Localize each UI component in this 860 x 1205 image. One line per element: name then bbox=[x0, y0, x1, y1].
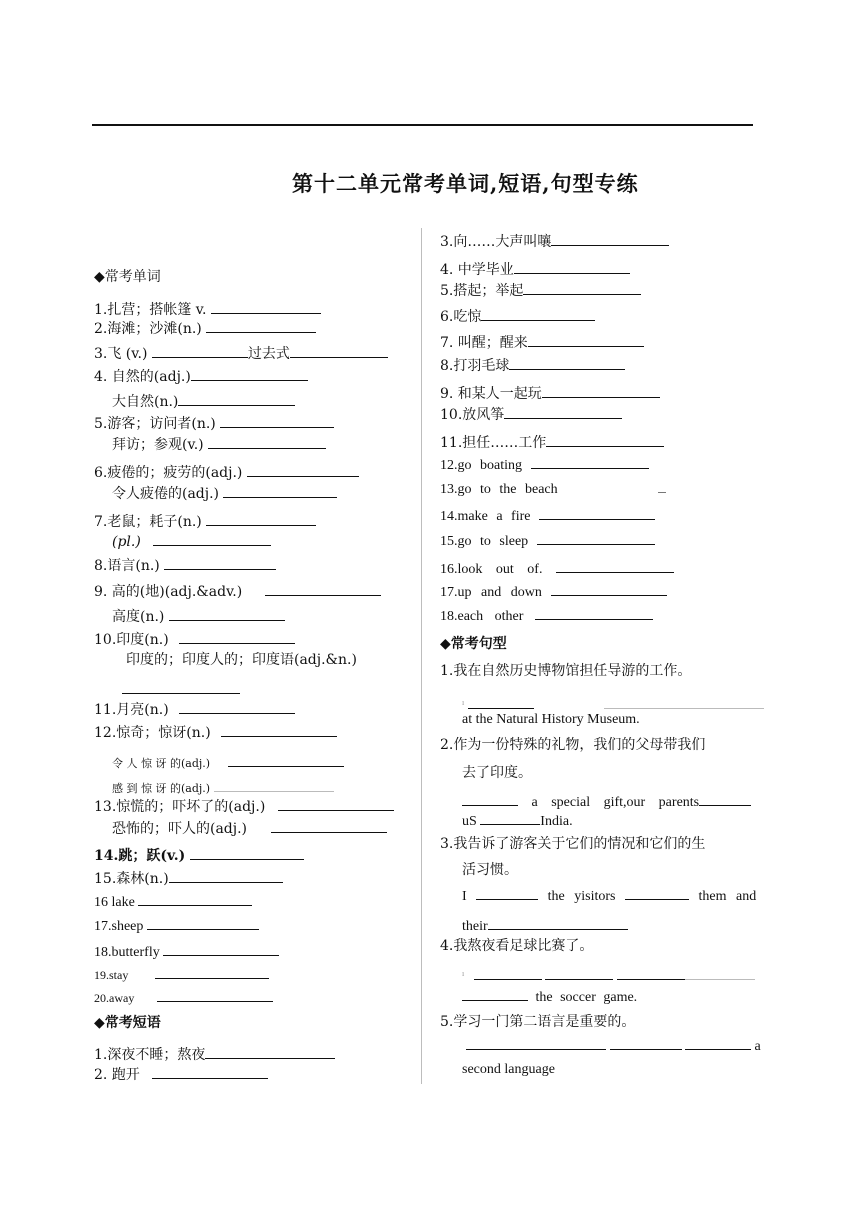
word-item: 大自然(n.) bbox=[112, 391, 295, 411]
word-item: 11.月亮(n.) bbox=[94, 699, 295, 719]
phrase-item: 9. 和某人一起玩 bbox=[440, 383, 660, 403]
sentence-en: a special gift,our parents bbox=[462, 791, 751, 812]
phrase-item: 8.打羽毛球 bbox=[440, 355, 625, 375]
sentence-zh: 5.学习一门第二语言是重要的。 bbox=[440, 1014, 636, 1030]
phrase-item: 4. 中学毕业 bbox=[440, 259, 630, 279]
sentence-en: I the yisitors them and bbox=[462, 885, 756, 906]
word-item: 8.语言(n.) bbox=[94, 555, 276, 575]
phrase-item: 10.放风筝 bbox=[440, 404, 622, 424]
sentence-en: uS India. bbox=[462, 810, 573, 831]
word-item: 印度的；印度人的；印度语(adj.&n.) bbox=[126, 652, 357, 668]
word-item bbox=[122, 679, 240, 699]
sentence-blanks: ı bbox=[462, 694, 764, 715]
sentence-en: at the Natural History Museum. bbox=[462, 712, 640, 727]
sentence-zh: 4.我熬夜看足球比赛了。 bbox=[440, 938, 594, 954]
phrase-item: 7. 叫醒；醒来 bbox=[440, 332, 644, 352]
phrase-item: 12.go boating bbox=[440, 454, 649, 475]
sentence-zh: 去了印度。 bbox=[462, 765, 532, 781]
word-item: 17.sheep bbox=[94, 915, 259, 936]
words-heading: ◆常考单词 bbox=[94, 269, 161, 285]
sentence-zh: 1.我在自然历史博物馆担任导游的工作。 bbox=[440, 663, 692, 679]
word-item: 令 人 惊 讶 的(adj.) bbox=[112, 752, 344, 773]
word-item: 12.惊奇；惊讶(n.) bbox=[94, 722, 337, 742]
phrase-item: 3.向……大声叫嚷 bbox=[440, 231, 669, 251]
word-item: 1.扎营；搭帐篷 v. bbox=[94, 299, 321, 319]
phrase-item: 18.each other bbox=[440, 605, 653, 626]
column-divider bbox=[421, 228, 422, 1084]
word-item: 3.飞 (v.) 过去式 bbox=[94, 343, 388, 363]
sentence-en: their bbox=[462, 915, 628, 936]
word-item: 9. 高的(地)(adj.&adv.) bbox=[94, 581, 381, 601]
top-rule bbox=[92, 124, 753, 126]
phrase-item: 11.担任……工作 bbox=[440, 432, 664, 452]
word-item: 20.away bbox=[94, 987, 273, 1007]
phrase-item: 13.go to the beach bbox=[440, 481, 666, 499]
phrase-item: 17.up and down bbox=[440, 581, 667, 602]
phrase-item: 1.深夜不睡；熬夜 bbox=[94, 1044, 335, 1064]
word-item: 恐怖的；吓人的(adj.) bbox=[112, 818, 387, 838]
sentence-en: the soccer game. bbox=[462, 986, 637, 1007]
sentence-zh: 2.作为一份特殊的礼物，我们的父母带我们 bbox=[440, 737, 706, 753]
word-item: 4. 自然的(adj.) bbox=[94, 366, 308, 386]
word-item: 14.跳；跃(v.) bbox=[94, 845, 304, 865]
phrase-item: 15.go to sleep bbox=[440, 530, 655, 551]
word-item: 7.老鼠；耗子(n.) bbox=[94, 511, 316, 531]
word-item: 拜访；参观(v.) bbox=[112, 434, 326, 454]
word-item: 16 lake bbox=[94, 891, 252, 912]
word-item: 10.印度(n.) bbox=[94, 629, 295, 649]
word-item: 高度(n.) bbox=[112, 606, 285, 626]
phrase-item: 6.吃惊 bbox=[440, 306, 595, 326]
sentence-zh: 3.我告诉了游客关于它们的情况和它们的生 bbox=[440, 836, 706, 852]
word-item: 15.森林(n.) bbox=[94, 868, 283, 888]
page-title: 第十二单元常考单词,短语,句型专练 bbox=[292, 171, 639, 196]
phrase-item: 2. 跑开 bbox=[94, 1064, 268, 1084]
word-item: (pl.) bbox=[112, 531, 271, 551]
word-item: 19.stay bbox=[94, 964, 269, 984]
sentence-zh: 活习惯。 bbox=[462, 862, 518, 878]
phrase-item: 5.搭起；举起 bbox=[440, 280, 641, 300]
phrase-item: 16.look out of. bbox=[440, 558, 674, 579]
word-item: 感 到 惊 讶 的(adj.) bbox=[112, 777, 334, 798]
word-item: 令人疲倦的(adj.) bbox=[112, 483, 337, 503]
sentences-heading: ◆常考句型 bbox=[440, 636, 507, 652]
word-item: 2.海滩；沙滩(n.) bbox=[94, 318, 316, 338]
word-item: 13.惊慌的；吓坏了的(adj.) bbox=[94, 796, 394, 816]
word-item: 5.游客；访问者(n.) bbox=[94, 413, 334, 433]
sentence-en: a bbox=[462, 1035, 761, 1056]
word-item: 18.butterfly bbox=[94, 941, 279, 962]
phrases-heading: ◆常考短语 bbox=[94, 1015, 161, 1031]
sentence-blanks: ı bbox=[462, 965, 755, 986]
sentence-en: second language bbox=[462, 1062, 555, 1077]
phrase-item: 14.make a fire bbox=[440, 505, 655, 526]
word-item: 6.疲倦的；疲劳的(adj.) bbox=[94, 462, 359, 482]
